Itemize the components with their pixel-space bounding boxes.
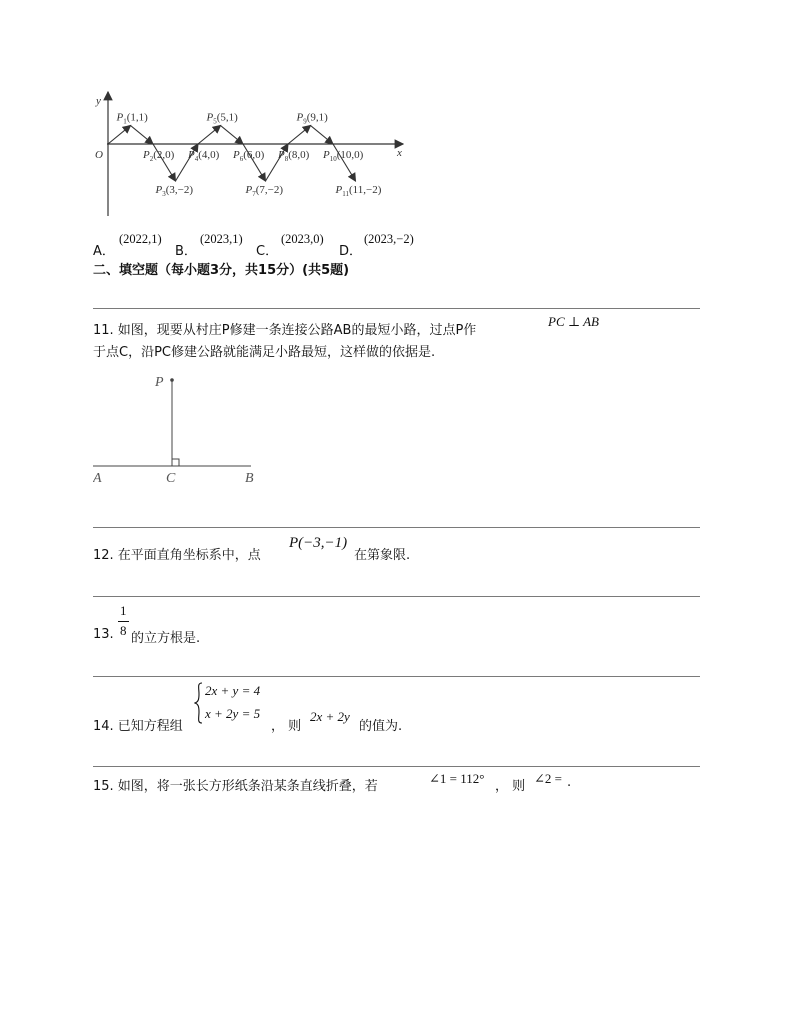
label-p: P: [155, 375, 164, 390]
point-label: $P_{11}(11,-2)$: [335, 184, 382, 198]
point-label: $P_7(7,-2)$: [245, 184, 284, 198]
q15-angle-2: ∠2 =: [534, 771, 562, 786]
divider: [93, 766, 700, 767]
q13-number: 13.: [93, 627, 114, 642]
divider: [93, 527, 700, 528]
point-label: $P_2(2,0)$: [143, 149, 175, 163]
q15-text-before: 15. 如图，将一张长方形纸条沿某条直线折叠，若: [93, 779, 378, 794]
origin-label: O: [95, 149, 103, 161]
system-equation-1: 2x + y = 4: [205, 683, 261, 698]
q11-text-line2: 于点C，沿PC修建公路就能满足小路最短，这样做的依据是.: [93, 345, 436, 360]
label-a: A: [93, 471, 102, 486]
fraction-denominator: 8: [120, 623, 127, 638]
point-label: $P_3(3,-2)$: [155, 184, 194, 198]
question-13: [93, 602, 693, 646]
q15-angle-1: ∠1 = 112°: [429, 771, 485, 786]
right-angle-mark: [172, 459, 179, 466]
y-axis-label: y: [96, 95, 101, 107]
q14-text-after: 的值为.: [359, 719, 403, 734]
q11-text-line1: 11. 如图，现要从村庄P修建一条连接公路AB的最短小路，过点P作: [93, 323, 477, 338]
option-b-label[interactable]: B．: [175, 244, 197, 259]
q12-text-before: 12. 在平面直角坐标系中，点: [93, 548, 261, 563]
option-d-value: (2023,−2): [364, 232, 414, 246]
fraction-bar: [118, 621, 129, 622]
q15-text-after: .: [567, 775, 572, 790]
point-p: [170, 378, 174, 382]
q12-point-math: P(−3,−1): [289, 535, 348, 551]
path-segment: [108, 126, 131, 145]
question-12: [93, 535, 693, 567]
path-segment: [288, 126, 311, 145]
path-segment: [131, 126, 154, 145]
q12-text-after: 在第象限.: [354, 548, 411, 563]
divider: [93, 596, 700, 597]
path-segment: [221, 126, 244, 145]
path-segment: [198, 126, 221, 145]
divider: [93, 308, 700, 309]
system-equation-2: x + 2y = 5: [205, 706, 261, 721]
x-axis-label: x: [397, 147, 402, 159]
option-d-label[interactable]: D．: [339, 244, 363, 259]
q14-text-before: 14. 已知方程组: [93, 719, 183, 734]
perpendicular-diagram: [93, 370, 268, 490]
option-a-label[interactable]: A．: [93, 244, 115, 259]
q11-math-inline: PC ⊥ AB: [548, 314, 599, 329]
option-a-value: (2022,1): [119, 232, 162, 246]
q13-text-after: 的立方根是.: [131, 631, 201, 646]
question-15: [93, 771, 693, 801]
point-label: $P_9(9,1)$: [296, 111, 328, 126]
point-label: $P_6(6,0)$: [233, 149, 265, 163]
point-label: $P_{10}(10,0)$: [323, 149, 364, 163]
point-label: $P_5(5,1)$: [206, 111, 238, 126]
q14-text-middle: ， 则: [271, 719, 302, 734]
section-title: 二、填空题（每小题3分，共15分）(共5题): [93, 263, 350, 278]
option-c-value: (2023,0): [281, 232, 324, 246]
point-labels: [116, 112, 382, 199]
coordinate-graph-q10: [85, 88, 415, 220]
point-label: $P_8(8,0)$: [278, 149, 310, 163]
q10-options: [93, 232, 493, 259]
q14-expression: 2x + 2y: [310, 709, 350, 724]
question-11: [93, 314, 703, 514]
label-c: C: [166, 471, 176, 486]
divider: [93, 676, 700, 677]
option-b-value: (2023,1): [200, 232, 243, 246]
label-b: B: [245, 471, 254, 486]
point-label: $P_4(4,0)$: [188, 149, 220, 163]
option-c-label[interactable]: C．: [256, 244, 279, 259]
fraction-numerator: 1: [120, 603, 127, 618]
q15-text-middle: ， 则: [495, 779, 526, 794]
question-14: [93, 680, 693, 736]
system-brace: [194, 682, 204, 724]
point-label: $P_1(1,1)$: [116, 111, 148, 126]
path-segment: [311, 126, 334, 145]
